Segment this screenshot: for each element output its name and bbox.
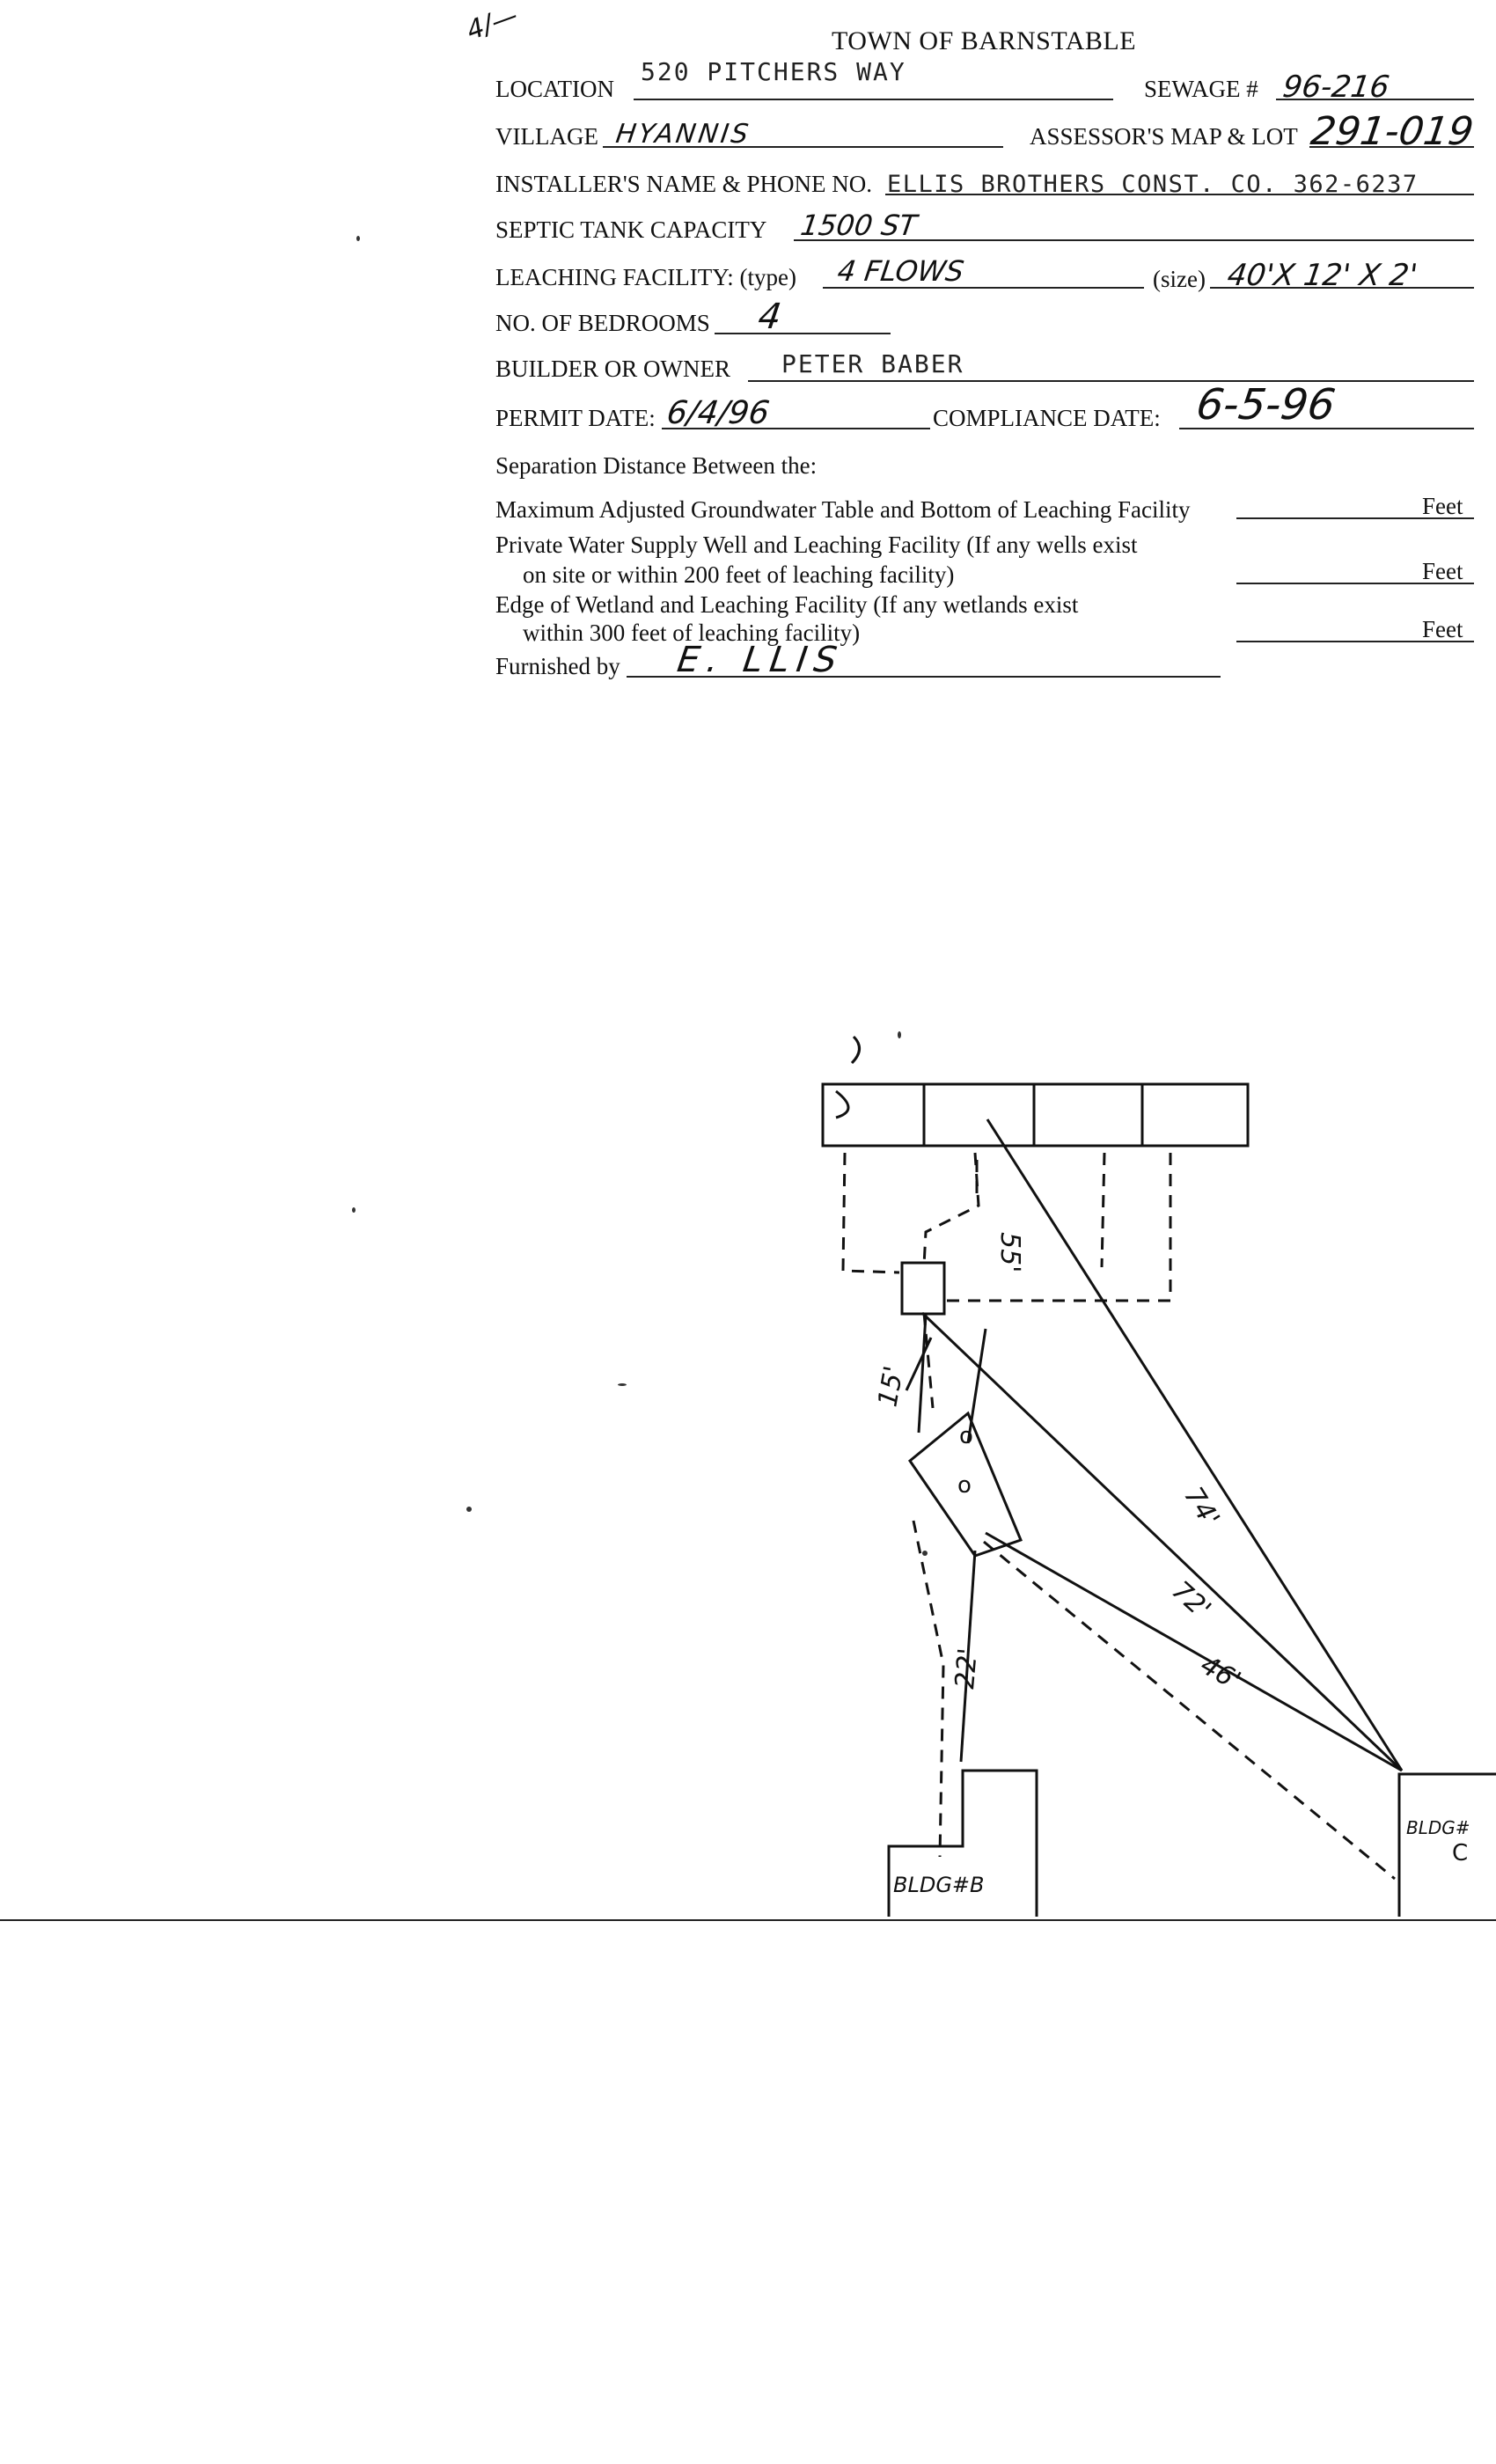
owner-value: PETER BABER (781, 349, 964, 378)
measure-line-72 (922, 1313, 1402, 1771)
separation-row1: Maximum Adjusted Groundwater Table and Bottom of Leaching Facility (495, 496, 1191, 523)
separation-heading: Separation Distance Between the: (495, 452, 818, 479)
installer-value: ELLIS BROTHERS CONST. CO. 362-6237 (887, 171, 1419, 198)
scan-speck (618, 1383, 627, 1386)
dimension-55-label: 55' (994, 1232, 1025, 1273)
dimension-72-label: 72' (1165, 1574, 1217, 1626)
scan-speck (898, 1031, 901, 1038)
compliance-value: 6-5-96 (1193, 380, 1338, 429)
assessor-label: ASSESSOR'S MAP & LOT (1030, 123, 1298, 150)
location-label: LOCATION (495, 76, 614, 102)
measure-line-74 (987, 1119, 1402, 1771)
pipe-segment (906, 1338, 931, 1390)
paren-mark-box (836, 1091, 848, 1118)
separation-row1-unit: Feet (1422, 493, 1463, 519)
compliance-label: COMPLIANCE DATE: (933, 405, 1161, 431)
village-value: HYANNIS (613, 119, 753, 150)
building-c-outline (1399, 1774, 1496, 1917)
separation-row2-unit: Feet (1422, 558, 1463, 584)
scan-speck (356, 236, 360, 241)
village-label: VILLAGE (495, 123, 598, 150)
scan-speck (352, 1207, 356, 1213)
scan-speck (922, 1551, 928, 1556)
distribution-box (902, 1263, 944, 1314)
size-label: (size) (1153, 266, 1206, 292)
permit-value: 6/4/96 (664, 395, 772, 431)
size-value: 40'X 12' X 2' (1225, 258, 1420, 293)
location-value: 520 PITCHERS WAY (641, 57, 906, 86)
tank-value: 1500 ST (798, 209, 920, 242)
furnished-value: E. LLIS (674, 640, 847, 680)
building-b-label: BLDG#B (893, 1873, 985, 1897)
owner-label: BUILDER OR OWNER (495, 356, 730, 382)
pipe-dashed (843, 1153, 899, 1272)
separation-row2-line2: on site or within 200 feet of leaching facility) (523, 561, 955, 588)
dimension-22-label: 22' (950, 1646, 985, 1690)
pipe-dashed (1102, 1153, 1104, 1267)
building-c-label-top: BLDG# (1406, 1817, 1470, 1838)
tank-mark: o (957, 1472, 972, 1499)
sewage-label: SEWAGE # (1144, 76, 1258, 102)
pipe-dashed (924, 1153, 979, 1265)
leaching-label: LEACHING FACILITY: (type) (495, 264, 796, 290)
dimension-74-label: 74' (1177, 1481, 1226, 1533)
assessor-value: 291-019 (1308, 109, 1477, 154)
paren-mark-top (852, 1037, 860, 1063)
pipe-dashed (947, 1153, 1170, 1301)
pipe-dashed (913, 1521, 943, 1857)
scan-speck (466, 1507, 472, 1512)
furnished-label: Furnished by (495, 653, 620, 679)
separation-row3-line1: Edge of Wetland and Leaching Facility (If any wetlands exist (495, 591, 1079, 618)
measure-line-46 (986, 1533, 1402, 1771)
dimension-46-label: 46' (1195, 1649, 1246, 1698)
building-c-letter: C (1452, 1840, 1469, 1866)
measure-line-15 (919, 1315, 926, 1433)
leaching-type-value: 4 FLOWS (835, 254, 966, 288)
separation-row3-unit: Feet (1422, 616, 1463, 642)
bedrooms-value: 4 (755, 297, 784, 337)
tank-label: SEPTIC TANK CAPACITY (495, 216, 767, 243)
separation-row3-line2: within 300 feet of leaching facility) (523, 620, 861, 646)
form-title: TOWN OF BARNSTABLE (832, 26, 1137, 55)
tank-mark: o (959, 1423, 973, 1449)
sewage-value: 96-216 (1280, 70, 1392, 105)
installer-label: INSTALLER'S NAME & PHONE NO. (495, 171, 872, 197)
separation-row2-line1: Private Water Supply Well and Leaching Facility (If any wells exist (495, 532, 1138, 558)
dimension-15-label: 15' (872, 1363, 910, 1410)
bedrooms-label: NO. OF BEDROOMS (495, 310, 710, 336)
corner-scribble: 4/— (462, 0, 523, 48)
permit-label: PERMIT DATE: (495, 405, 656, 431)
